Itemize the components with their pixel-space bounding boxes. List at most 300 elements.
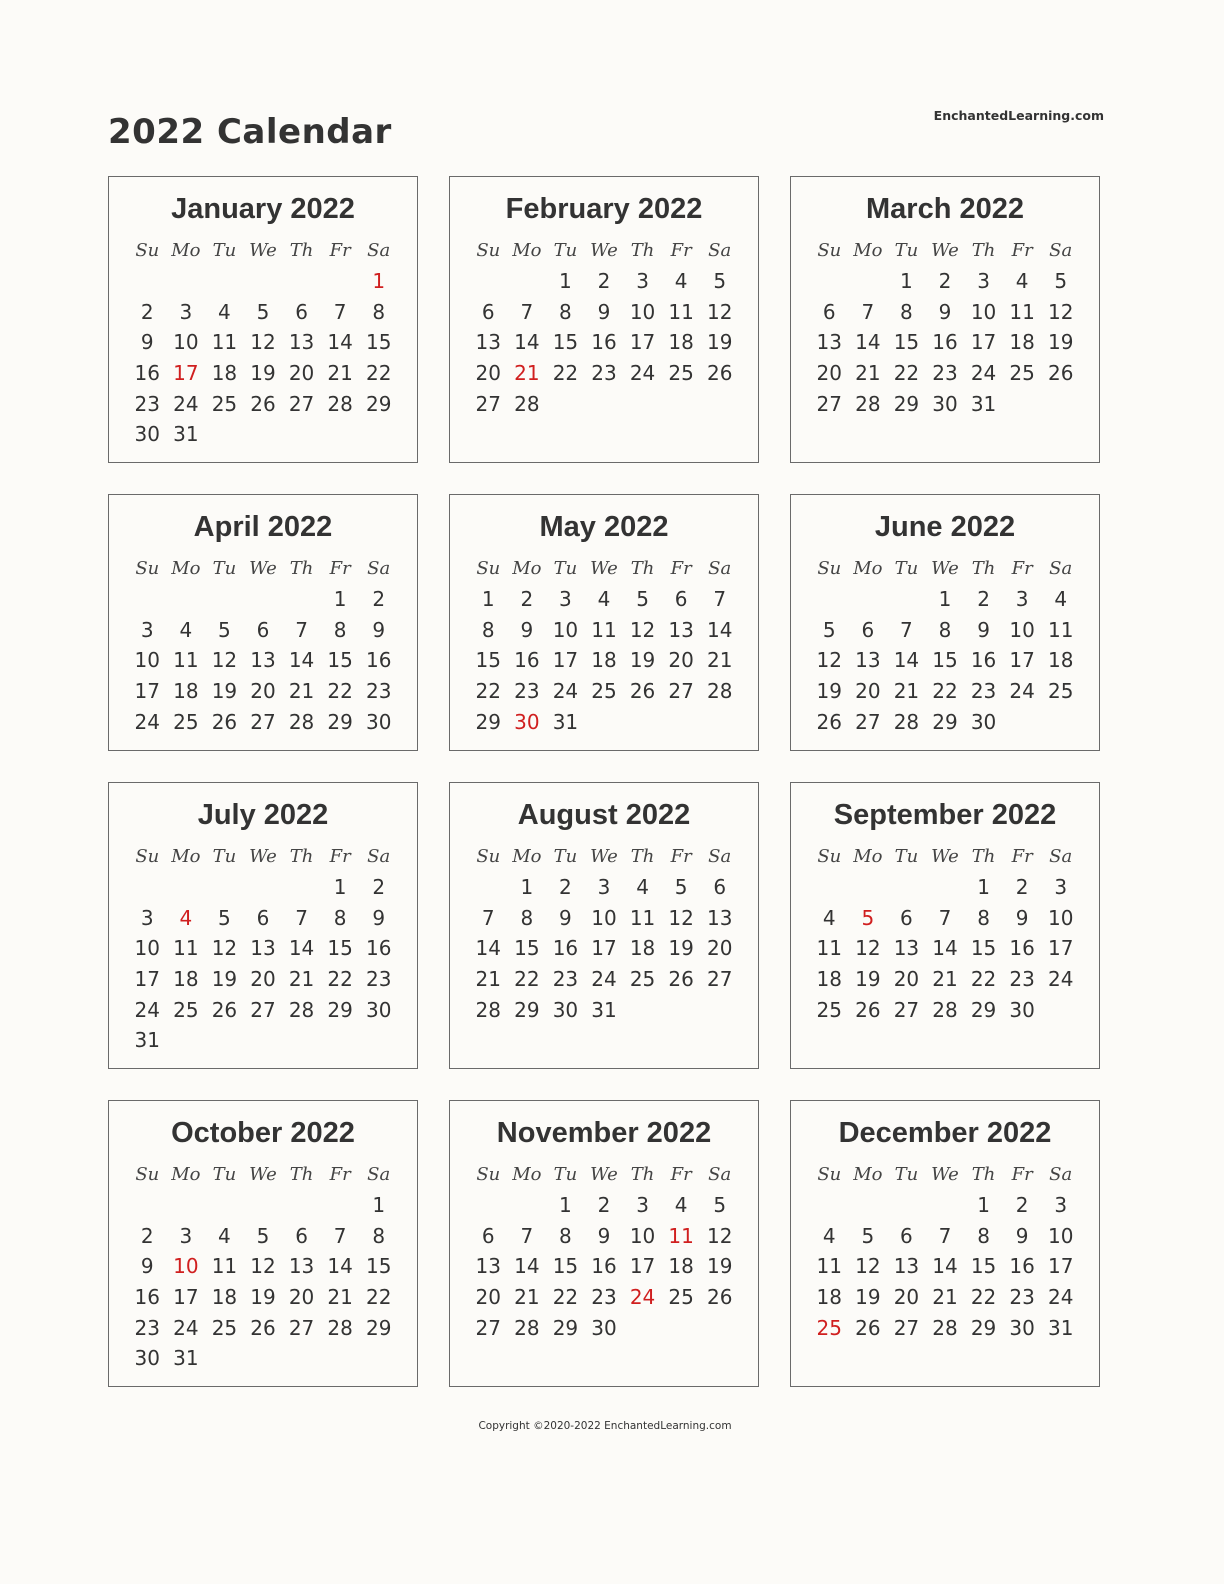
day-cell: 22: [893, 361, 920, 386]
weekday-header: Th: [971, 558, 996, 579]
day-cell: 29: [327, 709, 353, 734]
month-title: October 2022: [171, 1117, 355, 1149]
day-cell: 16: [365, 648, 392, 673]
day-cell: 1: [559, 1193, 572, 1217]
day-cell: 3: [179, 1223, 193, 1248]
weekday-header: Mo: [171, 558, 201, 579]
day-grid: [128, 1160, 398, 1374]
weekday-header: Sa: [1049, 846, 1073, 867]
day-cell: 23: [591, 1285, 617, 1310]
day-cell: 25: [211, 1315, 238, 1340]
day-cell: 23: [1009, 967, 1035, 992]
day-cell: 26: [706, 361, 733, 386]
day-cell: 13: [893, 936, 920, 961]
day-cell: 12: [668, 905, 694, 930]
month-calendar: [449, 782, 759, 1069]
day-cell: 15: [552, 330, 579, 355]
day-cell: 18: [1047, 648, 1074, 673]
day-cell: 6: [256, 905, 270, 930]
day-cell: 22: [327, 967, 353, 992]
day-cell: 24: [134, 709, 160, 734]
day-cell: 29: [893, 391, 920, 416]
day-cell: 29: [970, 997, 997, 1022]
day-cell: 3: [559, 587, 572, 611]
day-cell: 4: [674, 1193, 688, 1217]
weekday-header: Tu: [212, 240, 237, 261]
day-cell: 23: [591, 361, 617, 386]
day-cell: 4: [218, 1223, 231, 1248]
day-cell: 1: [333, 587, 347, 611]
day-cell: 18: [173, 679, 199, 704]
day-cell: 21: [932, 967, 958, 992]
day-cell: 13: [816, 330, 842, 355]
day-cell: 21: [855, 361, 881, 386]
holiday-day-cell: 25: [816, 1315, 842, 1340]
day-cell: 27: [706, 967, 733, 992]
day-cell: 22: [970, 967, 997, 992]
day-cell: 28: [706, 679, 733, 704]
weekday-header: Th: [630, 1164, 655, 1185]
empty-day-cell: [167, 584, 206, 615]
day-grid: [810, 842, 1080, 1025]
empty-day-cell: [810, 1190, 849, 1221]
day-cell: 21: [288, 967, 315, 992]
empty-day-cell: [810, 872, 849, 903]
day-cell: 21: [288, 679, 315, 704]
day-cell: 19: [668, 936, 694, 961]
day-cell: 8: [559, 1223, 572, 1248]
day-cell: 15: [365, 1254, 392, 1279]
day-cell: 30: [591, 1315, 617, 1340]
day-cell: 8: [333, 617, 347, 642]
day-cell: 7: [520, 1223, 534, 1248]
weekday-header: We: [590, 846, 618, 867]
day-cell: 24: [1009, 679, 1035, 704]
day-cell: 5: [713, 269, 727, 293]
day-cell: 9: [938, 299, 952, 324]
weekday-header: Tu: [894, 1164, 919, 1185]
weekday-header: Tu: [894, 846, 919, 867]
day-cell: 8: [372, 1223, 386, 1248]
weekday-header: Th: [971, 1164, 996, 1185]
day-cell: 17: [134, 967, 160, 992]
weekday-header: Mo: [171, 846, 201, 867]
day-cell: 2: [597, 1193, 611, 1217]
weekday-header: Sa: [708, 558, 732, 579]
day-cell: 27: [855, 709, 881, 734]
day-cell: 14: [514, 330, 540, 355]
day-cell: 24: [1047, 1285, 1074, 1310]
day-cell: 29: [552, 1315, 579, 1340]
day-cell: 20: [816, 361, 842, 386]
day-cell: 27: [668, 679, 694, 704]
day-cell: 2: [938, 269, 952, 293]
day-cell: 19: [855, 1285, 881, 1310]
day-cell: 30: [970, 709, 997, 734]
day-cell: 14: [932, 936, 958, 961]
day-cell: 26: [855, 997, 881, 1022]
day-cell: 17: [1009, 648, 1035, 673]
weekday-header: Th: [289, 558, 314, 579]
day-cell: 20: [475, 1285, 501, 1310]
day-cell: 4: [636, 875, 649, 899]
day-cell: 13: [475, 330, 501, 355]
day-grid: [469, 554, 739, 737]
day-cell: 13: [668, 617, 694, 642]
day-cell: 3: [1054, 875, 1068, 899]
day-cell: 20: [250, 967, 276, 992]
day-cell: 16: [970, 648, 997, 673]
day-cell: 7: [938, 1223, 952, 1248]
month-title: May 2022: [539, 511, 669, 543]
day-cell: 27: [288, 1315, 315, 1340]
day-cell: 7: [295, 905, 308, 930]
empty-day-cell: [469, 1190, 508, 1221]
weekday-header: Su: [135, 846, 160, 867]
day-cell: 4: [1015, 269, 1029, 293]
day-cell: 10: [552, 617, 579, 642]
weekday-header: Tu: [553, 558, 578, 579]
day-cell: 31: [1047, 1315, 1074, 1340]
day-cell: 17: [173, 1285, 199, 1310]
day-cell: 18: [816, 967, 842, 992]
weekday-header: Sa: [708, 1164, 732, 1185]
day-cell: 25: [816, 997, 842, 1022]
day-cell: 22: [932, 679, 958, 704]
holiday-day-cell: 11: [668, 1223, 694, 1248]
weekday-header: Mo: [512, 1164, 542, 1185]
day-cell: 12: [855, 1254, 881, 1279]
day-cell: 1: [977, 875, 990, 899]
day-cell: 11: [173, 936, 199, 961]
day-cell: 8: [481, 617, 495, 642]
weekday-header: Tu: [212, 846, 237, 867]
day-cell: 19: [211, 967, 238, 992]
month-calendar: [449, 494, 759, 751]
day-cell: 11: [629, 905, 656, 930]
day-cell: 1: [333, 875, 347, 899]
day-cell: 29: [514, 997, 540, 1022]
weekday-header: Mo: [853, 558, 883, 579]
day-cell: 28: [514, 391, 540, 416]
weekday-header: We: [931, 240, 959, 261]
day-cell: 12: [855, 936, 881, 961]
month-calendar: [449, 176, 759, 463]
weekday-header: Su: [817, 240, 842, 261]
day-cell: 22: [514, 967, 540, 992]
day-cell: 1: [938, 587, 952, 611]
day-cell: 6: [674, 587, 688, 611]
weekday-header: Fr: [1011, 240, 1033, 261]
day-cell: 16: [591, 1254, 617, 1279]
weekday-header: Su: [817, 846, 842, 867]
day-cell: 16: [514, 648, 540, 673]
month-calendar: [108, 1100, 418, 1387]
day-cell: 6: [861, 617, 875, 642]
day-cell: 6: [481, 1223, 495, 1248]
day-cell: 20: [288, 361, 315, 386]
holiday-day-cell: 4: [179, 905, 193, 930]
day-cell: 9: [372, 905, 386, 930]
day-cell: 3: [140, 617, 154, 642]
empty-day-cell: [205, 872, 244, 903]
day-cell: 13: [288, 330, 315, 355]
empty-day-cell: [282, 1190, 321, 1221]
weekday-header: Tu: [553, 240, 578, 261]
day-cell: 2: [977, 587, 990, 611]
day-grid: [128, 842, 398, 1056]
day-cell: 19: [211, 679, 238, 704]
day-cell: 2: [140, 1223, 154, 1248]
day-cell: 2: [372, 587, 386, 611]
empty-day-cell: [469, 872, 508, 903]
month-title: June 2022: [874, 511, 1016, 543]
day-cell: 29: [327, 997, 353, 1022]
empty-day-cell: [205, 1190, 244, 1221]
day-cell: 27: [288, 391, 315, 416]
day-cell: 19: [629, 648, 656, 673]
day-cell: 28: [932, 997, 958, 1022]
day-cell: 8: [520, 905, 534, 930]
day-cell: 6: [481, 299, 495, 324]
weekday-header: Fr: [1011, 1164, 1033, 1185]
day-cell: 1: [977, 1193, 990, 1217]
day-cell: 28: [288, 997, 315, 1022]
day-cell: 7: [333, 1223, 347, 1248]
day-cell: 2: [559, 875, 572, 899]
day-cell: 19: [706, 1254, 733, 1279]
empty-day-cell: [282, 266, 321, 297]
weekday-header: Su: [135, 1164, 160, 1185]
weekday-header: Mo: [853, 240, 883, 261]
day-cell: 20: [893, 1285, 920, 1310]
day-cell: 7: [295, 617, 308, 642]
day-cell: 16: [1009, 1254, 1035, 1279]
day-cell: 12: [816, 648, 842, 673]
empty-day-cell: [321, 266, 360, 297]
day-cell: 15: [970, 1254, 997, 1279]
day-cell: 2: [372, 875, 386, 899]
empty-day-cell: [508, 1190, 547, 1221]
month-title: November 2022: [496, 1117, 712, 1149]
day-cell: 17: [591, 936, 617, 961]
month-title: December 2022: [838, 1117, 1052, 1149]
weekday-header: Mo: [853, 1164, 883, 1185]
month-title: March 2022: [866, 193, 1024, 225]
day-cell: 18: [591, 648, 617, 673]
day-cell: 19: [250, 1285, 276, 1310]
day-cell: 15: [327, 648, 353, 673]
holiday-day-cell: 24: [629, 1285, 656, 1310]
day-cell: 21: [932, 1285, 958, 1310]
day-cell: 10: [629, 1223, 656, 1248]
month-title: July 2022: [197, 799, 329, 831]
day-cell: 4: [822, 1223, 836, 1248]
day-cell: 3: [179, 299, 193, 324]
day-cell: 16: [134, 361, 160, 386]
day-cell: 11: [668, 299, 694, 324]
weekday-header: Th: [630, 846, 655, 867]
day-cell: 27: [250, 997, 276, 1022]
day-cell: 2: [1015, 1193, 1029, 1217]
day-cell: 10: [134, 648, 160, 673]
day-cell: 17: [134, 679, 160, 704]
day-cell: 26: [816, 709, 842, 734]
weekday-header: Su: [817, 1164, 842, 1185]
day-cell: 10: [1047, 905, 1074, 930]
empty-day-cell: [128, 584, 167, 615]
day-cell: 20: [288, 1285, 315, 1310]
empty-day-cell: [508, 266, 547, 297]
day-cell: 25: [1009, 361, 1035, 386]
weekday-header: We: [590, 240, 618, 261]
day-cell: 30: [1009, 1315, 1035, 1340]
day-cell: 23: [552, 967, 579, 992]
day-cell: 9: [140, 1254, 154, 1279]
weekday-header: Th: [971, 240, 996, 261]
day-cell: 12: [250, 1254, 276, 1279]
day-cell: 2: [1015, 875, 1029, 899]
day-cell: 13: [250, 648, 276, 673]
month-title: January 2022: [171, 193, 355, 225]
day-cell: 1: [900, 269, 913, 293]
empty-day-cell: [244, 872, 283, 903]
day-cell: 11: [173, 648, 199, 673]
weekday-header: We: [931, 1164, 959, 1185]
day-cell: 7: [861, 299, 875, 324]
day-cell: 14: [855, 330, 881, 355]
day-cell: 20: [893, 967, 920, 992]
day-cell: 29: [970, 1315, 997, 1340]
weekday-header: Fr: [329, 846, 351, 867]
empty-day-cell: [469, 266, 508, 297]
empty-day-cell: [849, 872, 888, 903]
day-cell: 12: [250, 330, 276, 355]
day-cell: 20: [855, 679, 881, 704]
day-grid: [810, 1160, 1080, 1343]
day-cell: 20: [475, 361, 501, 386]
day-cell: 6: [295, 1223, 308, 1248]
empty-day-cell: [849, 266, 888, 297]
day-cell: 18: [629, 936, 656, 961]
weekday-header: Mo: [853, 846, 883, 867]
empty-day-cell: [128, 1190, 167, 1221]
day-cell: 15: [475, 648, 501, 673]
weekday-header: We: [590, 558, 618, 579]
day-cell: 11: [591, 617, 617, 642]
day-cell: 13: [706, 905, 733, 930]
day-cell: 30: [365, 709, 392, 734]
day-cell: 14: [932, 1254, 958, 1279]
day-grid: [810, 236, 1080, 419]
day-cell: 30: [134, 422, 160, 447]
day-cell: 12: [211, 648, 238, 673]
day-cell: 25: [591, 679, 617, 704]
day-cell: 12: [706, 299, 733, 324]
day-cell: 17: [1047, 1254, 1074, 1279]
weekday-header: Mo: [512, 240, 542, 261]
day-cell: 24: [970, 361, 997, 386]
weekday-header: Sa: [1049, 558, 1073, 579]
day-cell: 26: [706, 1285, 733, 1310]
day-cell: 7: [713, 587, 727, 611]
month-calendar: [790, 782, 1100, 1069]
day-cell: 23: [514, 679, 540, 704]
day-cell: 21: [327, 1285, 353, 1310]
day-cell: 27: [250, 709, 276, 734]
month-title: February 2022: [505, 193, 703, 225]
holiday-day-cell: 21: [514, 361, 540, 386]
day-cell: 12: [211, 936, 238, 961]
day-cell: 2: [140, 299, 154, 324]
day-cell: 14: [288, 648, 315, 673]
day-cell: 24: [134, 997, 160, 1022]
day-cell: 3: [1015, 587, 1029, 611]
weekday-header: Fr: [670, 1164, 692, 1185]
day-cell: 8: [977, 905, 990, 930]
day-cell: 27: [893, 997, 920, 1022]
day-cell: 16: [365, 936, 392, 961]
empty-day-cell: [849, 584, 888, 615]
day-cell: 11: [211, 330, 238, 355]
day-cell: 11: [816, 936, 842, 961]
weekday-header: Th: [289, 1164, 314, 1185]
empty-day-cell: [244, 266, 283, 297]
day-cell: 12: [706, 1223, 733, 1248]
day-cell: 7: [900, 617, 913, 642]
weekday-header: Su: [476, 1164, 501, 1185]
empty-day-cell: [167, 872, 206, 903]
day-cell: 15: [327, 936, 353, 961]
day-cell: 23: [365, 967, 392, 992]
month-title: August 2022: [517, 799, 691, 831]
day-cell: 18: [668, 1254, 694, 1279]
day-cell: 17: [970, 330, 997, 355]
day-cell: 21: [706, 648, 733, 673]
weekday-header: Th: [289, 240, 314, 261]
day-cell: 30: [365, 997, 392, 1022]
day-cell: 28: [327, 391, 353, 416]
day-cell: 3: [1054, 1193, 1068, 1217]
day-cell: 13: [288, 1254, 315, 1279]
day-cell: 14: [327, 1254, 353, 1279]
empty-day-cell: [167, 266, 206, 297]
day-cell: 20: [250, 679, 276, 704]
weekday-header: Tu: [894, 240, 919, 261]
day-cell: 18: [816, 1285, 842, 1310]
day-cell: 8: [333, 905, 347, 930]
weekday-header: Sa: [367, 558, 391, 579]
day-cell: 23: [365, 679, 392, 704]
empty-day-cell: [128, 872, 167, 903]
day-cell: 18: [173, 967, 199, 992]
weekday-header: Fr: [329, 1164, 351, 1185]
day-cell: 22: [970, 1285, 997, 1310]
day-cell: 30: [552, 997, 579, 1022]
day-cell: 8: [372, 299, 386, 324]
day-cell: 6: [822, 299, 836, 324]
day-cell: 4: [597, 587, 611, 611]
day-cell: 10: [173, 330, 199, 355]
day-cell: 14: [706, 617, 733, 642]
weekday-header: Tu: [894, 558, 919, 579]
weekday-header: We: [931, 558, 959, 579]
day-cell: 28: [855, 391, 881, 416]
day-cell: 6: [900, 905, 913, 930]
weekday-header: We: [931, 846, 959, 867]
day-cell: 6: [713, 875, 727, 899]
day-cell: 28: [288, 709, 315, 734]
